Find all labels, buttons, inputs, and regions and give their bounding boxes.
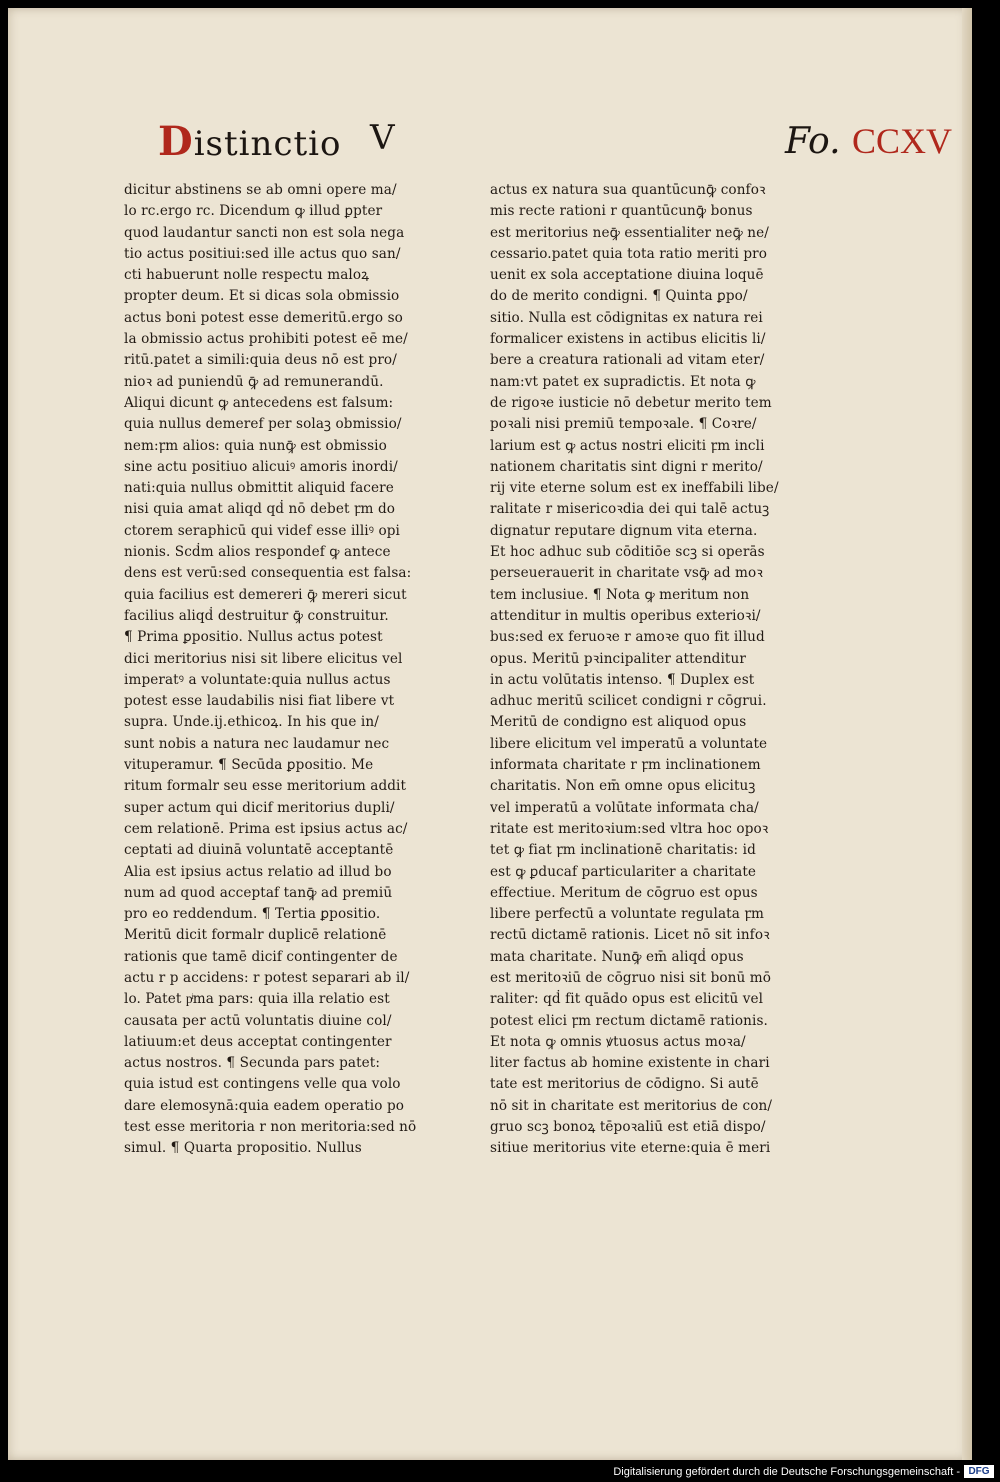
text-line: lo rc.ergo rc. Dicendum ꝙ illud ꝑpter — [124, 203, 383, 220]
dfg-logo: DFG — [964, 1465, 994, 1478]
text-line: nionis. Scḋm alios respondef ꝙ antece — [124, 544, 391, 561]
text-line: Aliqui dicunt ꝙ antecedens est falsum: — [124, 394, 394, 411]
text-line: lo. Patet pͥma pars: quia illa relatio est — [124, 991, 390, 1008]
text-line: est meritorius neꝙ̄ essentialiter neꝙ̄ ne/ — [490, 224, 769, 241]
text-line: Meritū dicit formalr duplicē relationē — [124, 927, 387, 944]
text-line: nam:vt patet ex supradictis. Et nota ꝙ — [490, 373, 756, 390]
text-line: ritate est meritoꝛium:sed vltra hoc opoꝛ — [490, 820, 769, 837]
text-line: adhuc meritū scilicet condigni r cōgrui. — [490, 693, 767, 710]
text-line: tet ꝙ fiat ꝼm inclinationē charitatis: id — [490, 842, 756, 859]
text-line: propter deum. Et si dicas sola obmissio — [124, 288, 400, 305]
text-line: rationis que tamē dicif contingenter de — [124, 948, 398, 965]
text-line: in actu volūtatis intenso. ¶ Duplex est — [490, 671, 755, 688]
text-line: ralitate r misericoꝛdia dei qui talē actuꝫ — [490, 501, 770, 518]
text-line: dignatur reputare dignum vita eterna. — [490, 522, 758, 539]
text-line: actus ex natura sua quantūcunꝙ̄ confoꝛ — [490, 182, 766, 198]
text-line: vel imperatū a volūtate informata cha/ — [490, 799, 759, 816]
text-line: actus nostros. ¶ Secunda pars patet: — [124, 1055, 381, 1072]
text-line: imperatꝰ a voluntate:quia nullus actus — [124, 671, 391, 688]
folio-label: Fo. — [785, 121, 841, 162]
header-distinctio — [158, 118, 342, 165]
text-line: dicitur abstinens se ab omni opere ma/ — [124, 182, 397, 198]
left-text-column — [124, 180, 468, 1160]
text-line: super actum qui dicif meritorius dupli/ — [124, 799, 395, 816]
text-line: supra. Unde.ij.ethicoꝝ. In his que in/ — [124, 714, 379, 731]
text-line: ritum formalr seu esse meritorium addit — [124, 778, 407, 795]
text-line: libere perfectū a voluntate regulata ꝼm — [490, 906, 764, 923]
right-text-column — [490, 180, 830, 1160]
text-line: Et hoc adhuc sub cōditiōe scꝫ si operās — [490, 544, 765, 561]
text-line: raliter: qḋ fit quādo opus est elicitū vel — [490, 991, 764, 1008]
text-line: facilius aliqḋ destruitur ꝙ̄ construitur. — [124, 607, 389, 624]
text-line: uenit ex sola acceptatione diuina loquē — [490, 267, 764, 284]
text-line: tio actus positiui:sed ille actus quo san/ — [124, 245, 401, 262]
text-line: effectiue. Meritum de cōgruo est opus — [490, 884, 758, 901]
text-line: simul. ¶ Quarta propositio. Nullus — [124, 1140, 362, 1157]
header-numeral: V — [370, 118, 395, 158]
text-line: larium est ꝙ actus nostri eliciti ꝼm incli — [490, 437, 765, 454]
text-line: Alia est ipsius actus relatio ad illud bo — [124, 863, 392, 880]
text-line: est meritoꝛiū de cōgruo nisi sit bonū mō — [490, 969, 772, 986]
text-line: dici meritorius nisi sit libere elicitus vel — [124, 650, 403, 667]
text-line: bere a creatura rationali ad vitam eter/ — [490, 352, 765, 369]
text-line: nem:ꝼm alios: quia nunꝙ̄ est obmissio — [124, 437, 387, 454]
text-line: rectū dictamē rationis. Licet nō sit infoꝛ — [490, 927, 770, 944]
text-line: cessario.patet quia tota ratio meriti pro — [490, 245, 768, 262]
text-line: nō sit in charitate est meritorius de con/ — [490, 1097, 773, 1114]
text-line: libere elicitum vel imperatū a voluntate — [490, 735, 768, 752]
page-edge — [962, 8, 972, 1460]
text-line: formalicer existens in actibus elicitis li/ — [490, 331, 766, 348]
folio-marker — [785, 120, 952, 162]
text-line: Et nota ꝙ omnis ꝟtuosus actus moꝛa/ — [490, 1033, 746, 1050]
text-line: do de merito condigni. ¶ Quinta ꝑpo/ — [490, 288, 748, 305]
text-line: ¶ Prima ꝑpositio. Nullus actus potest — [124, 629, 383, 646]
text-line: mata charitate. Nunꝙ̄ em̄ aliqḋ opus — [490, 948, 744, 965]
text-line: la obmissio actus prohibiti potest eē me/ — [124, 331, 408, 348]
text-line: quod laudantur sancti non est sola nega — [124, 224, 405, 241]
book-page — [8, 8, 972, 1460]
funding-notice: Digitalisierung gefördert durch die Deutsche Forschungsgemeinschaft - — [613, 1466, 960, 1478]
text-line: gruo scꝫ bonoꝝ tēpoꝛaliū est etiā dispo/ — [490, 1119, 766, 1136]
text-line: dare elemosynā:quia eadem operatio po — [124, 1097, 405, 1114]
text-line: Meritū de condigno est aliquod opus — [490, 714, 747, 731]
text-line: mis recte rationi r quantūcunꝙ̄ bonus — [490, 203, 753, 220]
text-line: nisi quia amat aliqd qḋ nō debet ꝼm do — [124, 501, 396, 518]
text-line: attenditur in multis operibus exterioꝛi/ — [490, 607, 761, 624]
text-line: sine actu positiuo alicuiꝰ amoris inordi/ — [124, 458, 398, 475]
text-line: tate est meritorius de cōdigno. Si autē — [490, 1076, 759, 1093]
text-line: cem relationē. Prima est ipsius actus ac/ — [124, 820, 408, 837]
text-line: sitio. Nulla est cōdignitas ex natura rei — [490, 309, 763, 326]
header-title: istinctio — [193, 124, 342, 164]
text-line: est ꝙ ꝑducaf particulariter a charitate — [490, 863, 757, 880]
text-line: num ad quod acceptaf tanꝙ̄ ad premiū — [124, 884, 393, 901]
text-line: bus:sed ex feruoꝛe r amoꝛe quo fit illud — [490, 629, 765, 646]
text-line: perseuerauerit in charitate vsꝙ̄ ad moꝛ — [490, 565, 763, 582]
text-line: nioꝛ ad puniendū ꝙ̄ ad remunerandū. — [124, 373, 384, 390]
text-line: ritū.patet a simili:quia deus nō est pro/ — [124, 352, 397, 369]
text-line: nationem charitatis sint digni r merito/ — [490, 458, 763, 475]
text-line: nati:quia nullus obmittit aliquid facere — [124, 480, 394, 497]
text-line: quia nullus demeref per solaꝫ obmissio/ — [124, 416, 402, 433]
text-line: ceptati ad diuinā voluntatē acceptantē — [124, 842, 394, 859]
text-line: test esse meritoria r non meritoria:sed nō — [124, 1119, 417, 1136]
header-initial: D — [158, 118, 194, 165]
text-line: rij vite eterne solum est ex ineffabili libe/ — [490, 480, 779, 497]
text-line: opus. Meritū pꝛincipaliter attenditur — [490, 650, 746, 667]
text-line: causata per actū voluntatis diuine col/ — [124, 1012, 392, 1029]
text-line: actu r p accidens: r potest separari ab il/ — [124, 969, 410, 986]
text-line: potest esse laudabilis nisi fiat libere vt — [124, 693, 395, 710]
text-line: vituperamur. ¶ Secūda ꝑpositio. Me — [124, 757, 374, 774]
text-line: quia facilius est demereri ꝙ̄ mereri sicut — [124, 586, 407, 603]
text-line: sunt nobis a natura nec laudamur nec — [124, 735, 390, 752]
folio-number: CCXV — [851, 121, 952, 161]
text-line: de rigoꝛe iusticie nō debetur merito tem — [490, 394, 772, 411]
text-line: informata charitate r ꝼm inclinationem — [490, 757, 761, 774]
text-line: ctorem seraphicū qui videf esse illiꝰ opi — [124, 522, 400, 539]
text-line: tem inclusiue. ¶ Nota ꝙ meritum non — [490, 586, 750, 603]
text-line: quia istud est contingens velle qua volo — [124, 1076, 401, 1093]
text-line: dens est verū:sed consequentia est falsa: — [124, 565, 412, 582]
footer-bar — [0, 1460, 1000, 1482]
text-line: charitatis. Non em̄ omne opus elicituꝫ — [490, 778, 756, 795]
text-line: pro eo reddendum. ¶ Tertia ꝑpositio. — [124, 906, 381, 923]
text-line: potest elici ꝼm rectum dictamē rationis. — [490, 1012, 768, 1029]
text-line: liter factus ab homine existente in chari — [490, 1055, 770, 1072]
text-line: cti habuerunt nolle respectu maloꝝ — [124, 267, 370, 284]
running-header — [158, 118, 952, 178]
text-line: latiuum:et deus acceptat contingenter — [124, 1033, 392, 1050]
text-line: actus boni potest esse demeritū.ergo so — [124, 309, 403, 326]
text-line: poꝛali nisi premiū tempoꝛale. ¶ Coꝛre/ — [490, 416, 757, 433]
text-line: sitiue meritorius vite eterne:quia ē meri — [490, 1140, 771, 1157]
